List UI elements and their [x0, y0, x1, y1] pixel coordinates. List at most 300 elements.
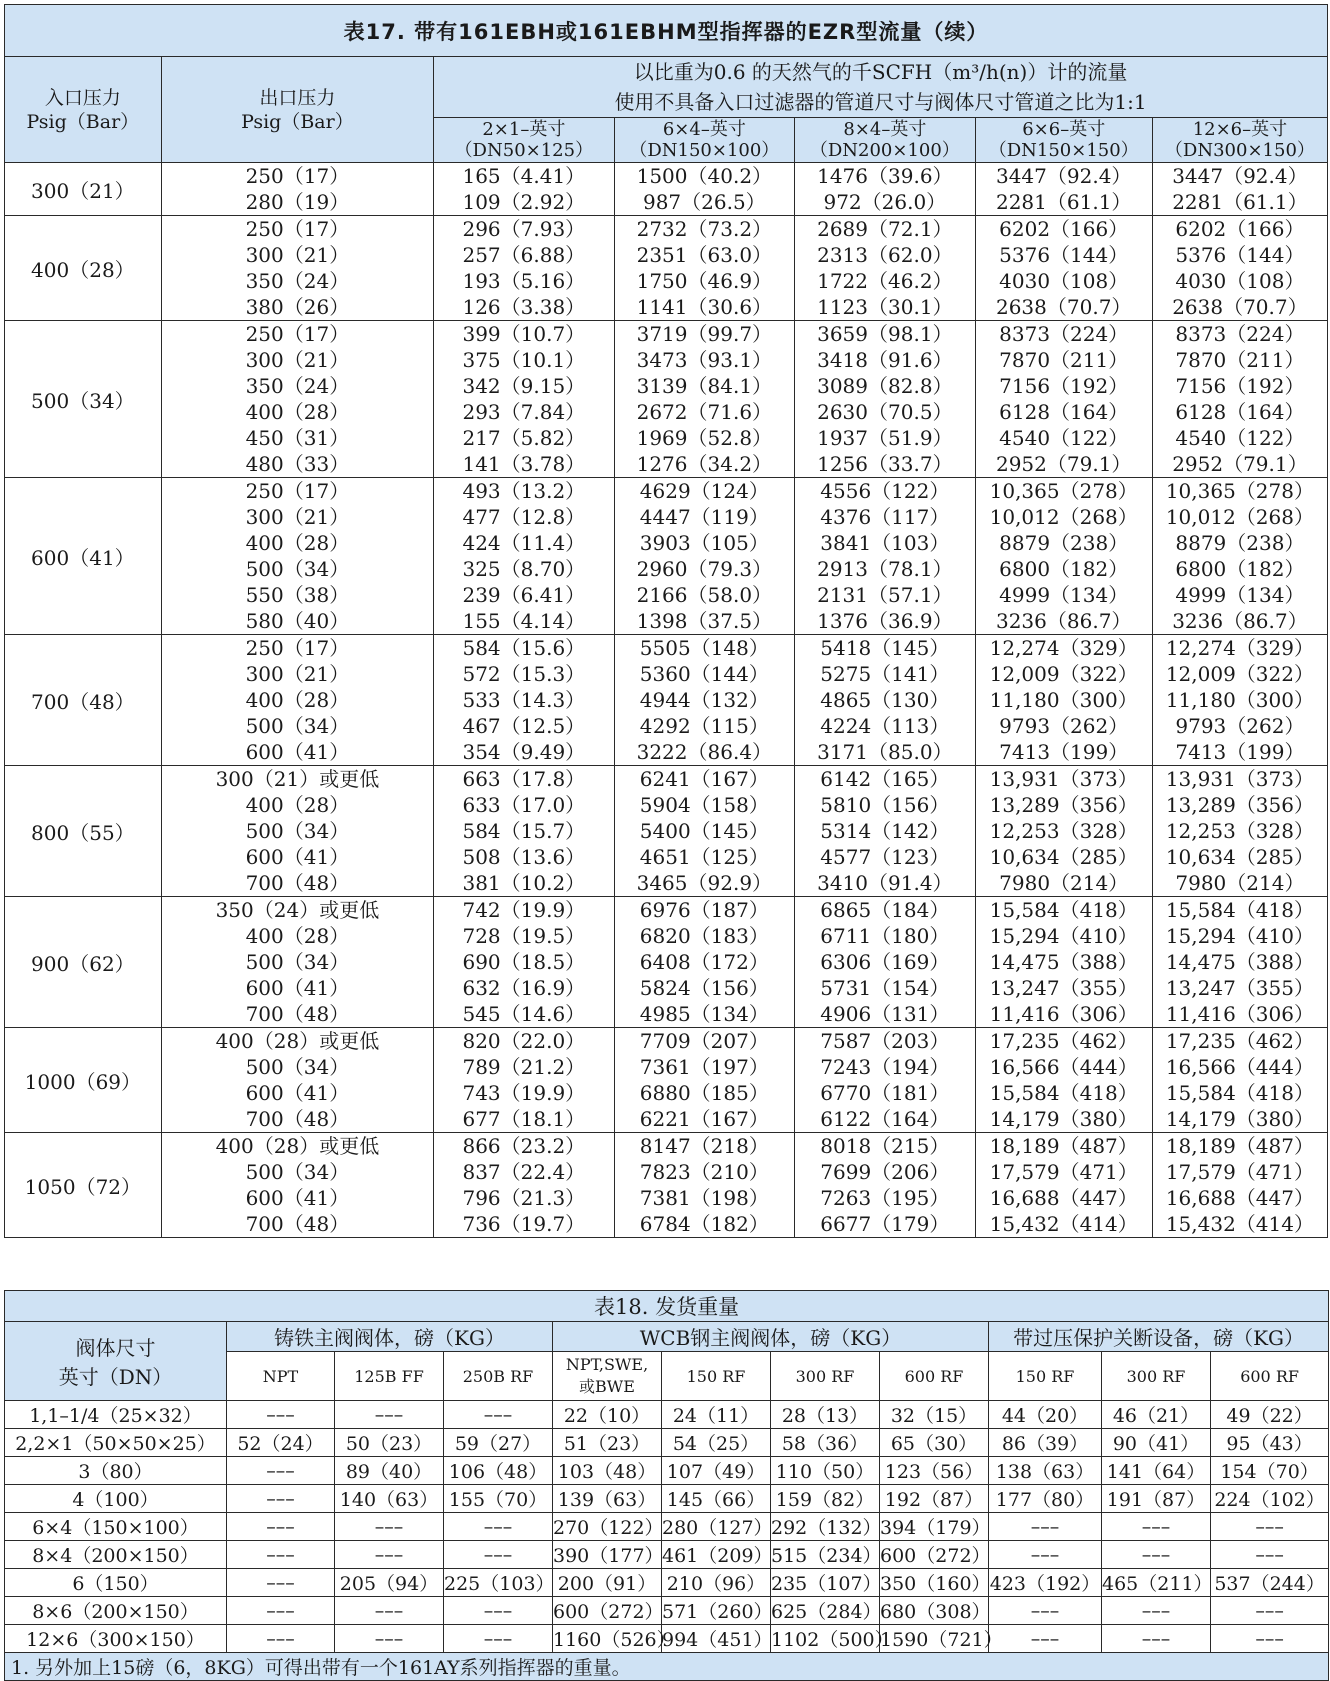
- weight-cell: 32（15）: [880, 1401, 989, 1429]
- weight-cell: 159（82）: [771, 1485, 880, 1513]
- sub-header: 300 RF: [771, 1352, 880, 1401]
- cell-value: 6784（182）: [639, 1212, 769, 1236]
- cell-value: 5376（144）: [999, 243, 1129, 267]
- table-title: 表17. 带有161EBH或161EBHM型指挥器的EZR型流量（续）: [5, 5, 1328, 57]
- sub-header: 250B RF: [444, 1352, 553, 1401]
- cell-value: 2732（73.2）: [636, 217, 773, 241]
- flow-cell: [975, 1028, 1152, 1133]
- sub-header: 125B FF: [335, 1352, 444, 1401]
- cell-value: 6770（181）: [820, 1081, 950, 1105]
- cell-value: 6408（172）: [639, 950, 769, 974]
- cell-value: 580（40）: [245, 609, 350, 633]
- weight-cell: –––: [227, 1457, 335, 1485]
- weight-cell: 571（260）: [662, 1597, 771, 1625]
- inlet-pressure-cell: 800（55）: [5, 766, 162, 897]
- cell-value: 450（31）: [245, 426, 350, 450]
- flow-cell: [795, 321, 976, 478]
- cell-value: 4906（131）: [820, 1002, 950, 1026]
- column-header-8x4: 8×4–英寸 （DN200×100）: [795, 118, 976, 163]
- inlet-pressure-cell: 1050（72）: [5, 1133, 162, 1238]
- table-row: [5, 216, 1328, 321]
- cell-value: 2281（61.1）: [1172, 190, 1308, 214]
- cell-value: 1969（52.8）: [636, 426, 773, 450]
- column-header-2x1: 2×1–英寸 （DN50×125）: [434, 118, 615, 163]
- body-size-cell: 3（80）: [5, 1457, 227, 1485]
- flow-cell: [434, 478, 615, 635]
- table-row: [5, 1028, 1328, 1133]
- outlet-pressure-cell: [161, 635, 433, 766]
- flow-cell: [434, 635, 615, 766]
- cell-value: 500（34）: [245, 819, 350, 843]
- weight-cell: 280（127）: [662, 1513, 771, 1541]
- weight-cell: –––: [989, 1625, 1102, 1653]
- cell-value: 15,432（414）: [1165, 1212, 1314, 1236]
- cell-value: 13,289（356）: [1165, 793, 1314, 817]
- weight-cell: 210（96）: [662, 1569, 771, 1597]
- table-row: [5, 1597, 1329, 1625]
- inlet-pressure-cell: 400（28）: [5, 216, 162, 321]
- cell-value: 4629（124）: [639, 479, 769, 503]
- cell-value: 7263（195）: [820, 1186, 950, 1210]
- cell-value: 10,634（285）: [1165, 845, 1314, 869]
- cell-value: 17,579（471）: [989, 1160, 1138, 1184]
- cell-value: 12,253（328）: [1165, 819, 1314, 843]
- cell-value: 165（4.41）: [462, 164, 586, 188]
- cell-value: 600（41）: [245, 1186, 350, 1210]
- weight-cell: –––: [227, 1569, 335, 1597]
- cell-value: 400（28）: [245, 688, 350, 712]
- cell-value: 13,931（373）: [1165, 767, 1314, 791]
- cell-value: 9793（262）: [999, 714, 1129, 738]
- weight-cell: –––: [335, 1625, 444, 1653]
- cell-value: 500（34）: [245, 557, 350, 581]
- flow-cell: [975, 897, 1152, 1028]
- weight-cell: 600（272）: [553, 1597, 662, 1625]
- cell-value: 354（9.49）: [462, 740, 586, 764]
- cell-value: 300（21）: [245, 348, 350, 372]
- flow-cell: [975, 163, 1152, 216]
- cell-value: 2689（72.1）: [817, 217, 953, 241]
- cell-value: 1750（46.9）: [636, 269, 773, 293]
- outlet-pressure-cell: [161, 216, 433, 321]
- table-row: [5, 1625, 1329, 1653]
- flow-cell: [434, 1028, 615, 1133]
- cell-value: 14,179（380）: [989, 1107, 1138, 1131]
- cell-value: 5400（145）: [639, 819, 769, 843]
- cell-value: 11,180（300）: [989, 688, 1138, 712]
- cell-value: 533（14.3）: [462, 688, 586, 712]
- table-row: [5, 1569, 1329, 1597]
- flow-cell: [434, 1133, 615, 1238]
- table-row: [5, 1401, 1329, 1429]
- weight-cell: –––: [1102, 1513, 1211, 1541]
- table-row: [5, 1541, 1329, 1569]
- footnote: 1. 另外加上15磅（6，8KG）可得出带有一个161AY系列指挥器的重量。: [5, 1653, 1329, 1681]
- weight-cell: –––: [1102, 1625, 1211, 1653]
- flow-cell: [1152, 163, 1327, 216]
- sub-header: NPT: [227, 1352, 335, 1401]
- cell-value: 8373（224）: [999, 322, 1129, 346]
- cell-value: 500（34）: [245, 1055, 350, 1079]
- flow-cell: [1152, 897, 1327, 1028]
- flow-cell: [434, 897, 615, 1028]
- cell-value: 1500（40.2）: [636, 164, 773, 188]
- flow-cell: [1152, 766, 1327, 897]
- cell-value: 7243（194）: [820, 1055, 950, 1079]
- cell-value: 700（48）: [245, 1212, 350, 1236]
- weight-cell: 106（48）: [444, 1457, 553, 1485]
- cell-value: 677（18.1）: [462, 1107, 586, 1131]
- cell-value: 6241（167）: [639, 767, 769, 791]
- cell-value: 8018（215）: [820, 1134, 950, 1158]
- flow-cell: [1152, 635, 1327, 766]
- cell-value: 17,235（462）: [989, 1029, 1138, 1053]
- cell-value: 15,584（418）: [989, 898, 1138, 922]
- cell-value: 2313（62.0）: [817, 243, 953, 267]
- cell-value: 5904（158）: [639, 793, 769, 817]
- cell-value: 6880（185）: [639, 1081, 769, 1105]
- inlet-pressure-cell: 500（34）: [5, 321, 162, 478]
- weight-cell: 461（209）: [662, 1541, 771, 1569]
- weight-cell: 600（272）: [880, 1541, 989, 1569]
- flow-cell: [795, 216, 976, 321]
- flow-cell: [795, 1133, 976, 1238]
- cell-value: 7413（199）: [1175, 740, 1305, 764]
- weight-cell: 59（27）: [444, 1429, 553, 1457]
- cell-value: 14,475（388）: [1165, 950, 1314, 974]
- cell-value: 7823（210）: [639, 1160, 769, 1184]
- cell-value: 12,274（329）: [989, 636, 1138, 660]
- weight-cell: –––: [227, 1597, 335, 1625]
- cell-value: 4985（134）: [639, 1002, 769, 1026]
- weight-cell: 141（64）: [1102, 1457, 1211, 1485]
- cell-value: 250（17）: [245, 322, 350, 346]
- weight-cell: 58（36）: [771, 1429, 880, 1457]
- cell-value: 2952（79.1）: [995, 452, 1132, 476]
- cell-value: 2131（57.1）: [817, 583, 953, 607]
- cell-value: 4030（108）: [1175, 269, 1305, 293]
- cell-value: 2960（79.3）: [636, 557, 773, 581]
- cell-value: 16,566（444）: [1165, 1055, 1314, 1079]
- weight-cell: –––: [989, 1597, 1102, 1625]
- table-title: 表18. 发货重量: [5, 1291, 1329, 1322]
- cell-value: 13,247（355）: [1165, 976, 1314, 1000]
- cell-value: 742（19.9）: [462, 898, 586, 922]
- weight-cell: –––: [989, 1513, 1102, 1541]
- cell-value: 3089（82.8）: [817, 374, 953, 398]
- cell-value: 300（21）: [245, 505, 350, 529]
- sub-header: 150 RF: [989, 1352, 1102, 1401]
- cell-value: 3236（86.7）: [995, 609, 1132, 633]
- weight-cell: 423（192）: [989, 1569, 1102, 1597]
- cell-value: 700（48）: [245, 871, 350, 895]
- flow-cell: [795, 766, 976, 897]
- weight-cell: 90（41）: [1102, 1429, 1211, 1457]
- cell-value: 6820（183）: [639, 924, 769, 948]
- cell-value: 500（34）: [245, 950, 350, 974]
- inlet-pressure-header: 入口压力 Psig（Bar）: [5, 57, 162, 163]
- weight-cell: –––: [444, 1597, 553, 1625]
- flow-cell: [975, 216, 1152, 321]
- body-size-cell: 6（150）: [5, 1569, 227, 1597]
- cell-value: 12,009（322）: [989, 662, 1138, 686]
- cell-value: 5731（154）: [820, 976, 950, 1000]
- weight-cell: 110（50）: [771, 1457, 880, 1485]
- cell-value: 3171（85.0）: [817, 740, 953, 764]
- cell-value: 4999（134）: [1175, 583, 1305, 607]
- cell-value: 2166（58.0）: [636, 583, 773, 607]
- weight-cell: –––: [444, 1401, 553, 1429]
- cell-value: 15,584（418）: [1165, 898, 1314, 922]
- cell-value: 7980（214）: [999, 871, 1129, 895]
- weight-cell: –––: [1211, 1513, 1329, 1541]
- flow-cell: [795, 1028, 976, 1133]
- cell-value: 866（23.2）: [462, 1134, 586, 1158]
- cell-value: 3418（91.6）: [817, 348, 953, 372]
- weight-cell: 235（107）: [771, 1569, 880, 1597]
- cell-value: 300（21）: [245, 662, 350, 686]
- weight-cell: 191（87）: [1102, 1485, 1211, 1513]
- cell-value: 400（28）或更低: [215, 1029, 380, 1053]
- table-row: [5, 1429, 1329, 1457]
- weight-cell: 1590（721）: [880, 1625, 989, 1653]
- cell-value: 141（3.78）: [462, 452, 586, 476]
- cell-value: 11,180（300）: [1165, 688, 1314, 712]
- cell-value: 736（19.7）: [462, 1212, 586, 1236]
- flow-cell: [795, 163, 976, 216]
- cell-value: 789（21.2）: [462, 1055, 586, 1079]
- cell-value: 7587（203）: [820, 1029, 950, 1053]
- weight-cell: 350（160）: [880, 1569, 989, 1597]
- weight-cell: –––: [444, 1541, 553, 1569]
- weight-cell: 95（43）: [1211, 1429, 1329, 1457]
- cell-value: 600（41）: [245, 1081, 350, 1105]
- cell-value: 280（19）: [245, 190, 350, 214]
- weight-cell: –––: [335, 1401, 444, 1429]
- outlet-pressure-header: 出口压力 Psig（Bar）: [161, 57, 433, 163]
- weight-cell: 994（451）: [662, 1625, 771, 1653]
- weight-cell: –––: [227, 1513, 335, 1541]
- weight-cell: –––: [227, 1401, 335, 1429]
- outlet-pressure-cell: [161, 163, 433, 216]
- weight-cell: 177（80）: [989, 1485, 1102, 1513]
- cell-value: 250（17）: [245, 164, 350, 188]
- weight-cell: 46（21）: [1102, 1401, 1211, 1429]
- cell-value: 837（22.4）: [462, 1160, 586, 1184]
- outlet-pressure-cell: [161, 1028, 433, 1133]
- cell-value: 381（10.2）: [462, 871, 586, 895]
- flow-cell: [614, 216, 795, 321]
- sub-header: NPT,SWE, 或BWE: [553, 1352, 662, 1401]
- cell-value: 3447（92.4）: [995, 164, 1132, 188]
- flow-cell: [795, 635, 976, 766]
- cell-value: 7413（199）: [999, 740, 1129, 764]
- cell-value: 2630（70.5）: [817, 400, 953, 424]
- cell-value: 350（24）: [245, 374, 350, 398]
- weight-cell: 515（234）: [771, 1541, 880, 1569]
- table-row: [5, 766, 1328, 897]
- cell-value: 4376（117）: [820, 505, 950, 529]
- cell-value: 3719（99.7）: [636, 322, 773, 346]
- table-row: [5, 1485, 1329, 1513]
- cell-value: 155（4.14）: [462, 609, 586, 633]
- sub-header: 600 RF: [1211, 1352, 1329, 1401]
- cell-value: 11,416（306）: [1165, 1002, 1314, 1026]
- body-size-cell: 12×6（300×150）: [5, 1625, 227, 1653]
- cell-value: 7381（198）: [639, 1186, 769, 1210]
- weight-cell: 54（25）: [662, 1429, 771, 1457]
- weight-cell: 51（23）: [553, 1429, 662, 1457]
- cell-value: 12,009（322）: [1165, 662, 1314, 686]
- weight-cell: –––: [227, 1541, 335, 1569]
- weight-cell: 465（211）: [1102, 1569, 1211, 1597]
- cell-value: 5314（142）: [820, 819, 950, 843]
- overpressure-header: 带过压保护关断设备，磅（KG）: [989, 1322, 1329, 1352]
- weight-cell: 52（24）: [227, 1429, 335, 1457]
- cell-value: 477（12.8）: [462, 505, 586, 529]
- cell-value: 13,931（373）: [989, 767, 1138, 791]
- weight-cell: 224（102）: [1211, 1485, 1329, 1513]
- weight-cell: 103（48）: [553, 1457, 662, 1485]
- table-row: [5, 163, 1328, 216]
- cell-value: 424（11.4）: [462, 531, 586, 555]
- cell-value: 3841（103）: [820, 531, 950, 555]
- table-row: [5, 1457, 1329, 1485]
- weight-cell: –––: [1102, 1541, 1211, 1569]
- cell-value: 493（13.2）: [462, 479, 586, 503]
- cell-value: 8879（238）: [1175, 531, 1305, 555]
- cell-value: 400（28）: [245, 793, 350, 817]
- cell-value: 15,294（410）: [989, 924, 1138, 948]
- cell-value: 584（15.7）: [462, 819, 586, 843]
- cell-value: 4865（130）: [820, 688, 950, 712]
- cell-value: 3659（98.1）: [817, 322, 953, 346]
- inlet-pressure-cell: 900（62）: [5, 897, 162, 1028]
- flow-cell: [975, 1133, 1152, 1238]
- cell-value: 16,688（447）: [1165, 1186, 1314, 1210]
- cell-value: 6122（164）: [820, 1107, 950, 1131]
- cell-value: 796（21.3）: [462, 1186, 586, 1210]
- cell-value: 584（15.6）: [462, 636, 586, 660]
- cell-value: 9793（262）: [1175, 714, 1305, 738]
- cell-value: 4540（122）: [1175, 426, 1305, 450]
- flow-cell: [434, 216, 615, 321]
- cell-value: 6142（165）: [820, 767, 950, 791]
- weight-cell: 155（70）: [444, 1485, 553, 1513]
- cell-value: 1376（36.9）: [817, 609, 953, 633]
- weight-cell: –––: [227, 1625, 335, 1653]
- cell-value: 6800（182）: [1175, 557, 1305, 581]
- cell-value: 325（8.70）: [462, 557, 586, 581]
- cell-value: 6128（164）: [999, 400, 1129, 424]
- sub-header: 150 RF: [662, 1352, 771, 1401]
- weight-cell: 154（70）: [1211, 1457, 1329, 1485]
- weight-cell: 89（40）: [335, 1457, 444, 1485]
- cell-value: 5824（156）: [639, 976, 769, 1000]
- cell-value: 13,247（355）: [989, 976, 1138, 1000]
- body-size-cell: 1,1–1/4（25×32）: [5, 1401, 227, 1429]
- cell-value: 7870（211）: [1175, 348, 1305, 372]
- cell-value: 6221（167）: [639, 1107, 769, 1131]
- weight-cell: 390（177）: [553, 1541, 662, 1569]
- weight-cell: –––: [1102, 1597, 1211, 1625]
- cell-value: 2351（63.0）: [636, 243, 773, 267]
- cell-value: 7709（207）: [639, 1029, 769, 1053]
- weight-cell: 200（91）: [553, 1569, 662, 1597]
- cell-value: 5810（156）: [820, 793, 950, 817]
- cell-value: 5505（148）: [639, 636, 769, 660]
- flow-cell: [975, 635, 1152, 766]
- weight-cell: 44（20）: [989, 1401, 1102, 1429]
- body-size-cell: 6×4（150×100）: [5, 1513, 227, 1541]
- cell-value: 7699（206）: [820, 1160, 950, 1184]
- cell-value: 4447（119）: [639, 505, 769, 529]
- flow-cell: [1152, 1028, 1327, 1133]
- flow-cell: [1152, 216, 1327, 321]
- cell-value: 375（10.1）: [462, 348, 586, 372]
- flow-cell: [1152, 321, 1327, 478]
- flow-cell: [1152, 1133, 1327, 1238]
- cell-value: 293（7.84）: [462, 400, 586, 424]
- cell-value: 972（26.0）: [823, 190, 947, 214]
- cell-value: 987（26.5）: [642, 190, 766, 214]
- cell-value: 10,634（285）: [989, 845, 1138, 869]
- shipping-weight-table: [4, 1290, 1329, 1681]
- cell-value: 4944（132）: [639, 688, 769, 712]
- cell-value: 572（15.3）: [462, 662, 586, 686]
- cell-value: 5418（145）: [820, 636, 950, 660]
- weight-cell: –––: [444, 1513, 553, 1541]
- cell-value: 7156（192）: [999, 374, 1129, 398]
- cell-value: 18,189（487）: [1165, 1134, 1314, 1158]
- cell-value: 17,235（462）: [1165, 1029, 1314, 1053]
- weight-cell: 24（11）: [662, 1401, 771, 1429]
- flow-cell: [1152, 478, 1327, 635]
- wcb-steel-header: WCB钢主阀阀体，磅（KG）: [553, 1322, 989, 1352]
- weight-cell: 192（87）: [880, 1485, 989, 1513]
- outlet-pressure-cell: [161, 766, 433, 897]
- cell-value: 10,365（278）: [1165, 479, 1314, 503]
- weight-cell: –––: [335, 1541, 444, 1569]
- flow-header: 以比重为0.6 的天然气的千SCFH（m³/h(n)）计的流量 使用不具备入口过滤器的管道尺寸与阀体尺寸管道之比为1:1: [434, 57, 1328, 118]
- cell-value: 8373（224）: [1175, 322, 1305, 346]
- weight-cell: 107（49）: [662, 1457, 771, 1485]
- weight-cell: 537（244）: [1211, 1569, 1329, 1597]
- cell-value: 399（10.7）: [462, 322, 586, 346]
- weight-cell: 394（179）: [880, 1513, 989, 1541]
- weight-cell: 270（122）: [553, 1513, 662, 1541]
- flow-cell: [975, 321, 1152, 478]
- cell-value: 820（22.0）: [462, 1029, 586, 1053]
- cell-value: 500（34）: [245, 714, 350, 738]
- column-header-6x6: 6×6–英寸 （DN150×150）: [975, 118, 1152, 163]
- outlet-pressure-cell: [161, 478, 433, 635]
- cell-value: 500（34）: [245, 1160, 350, 1184]
- cell-value: 550（38）: [245, 583, 350, 607]
- weight-cell: 86（39）: [989, 1429, 1102, 1457]
- flow-cell: [975, 766, 1152, 897]
- cell-value: 4224（113）: [820, 714, 950, 738]
- cell-value: 109（2.92）: [462, 190, 586, 214]
- cell-value: 7980（214）: [1175, 871, 1305, 895]
- cell-value: 2638（70.7）: [995, 295, 1132, 319]
- weight-cell: 139（63）: [553, 1485, 662, 1513]
- cell-value: 4651（125）: [639, 845, 769, 869]
- cell-value: 1722（46.2）: [817, 269, 953, 293]
- cell-value: 15,432（414）: [989, 1212, 1138, 1236]
- outlet-pressure-cell: [161, 321, 433, 478]
- table-row: [5, 478, 1328, 635]
